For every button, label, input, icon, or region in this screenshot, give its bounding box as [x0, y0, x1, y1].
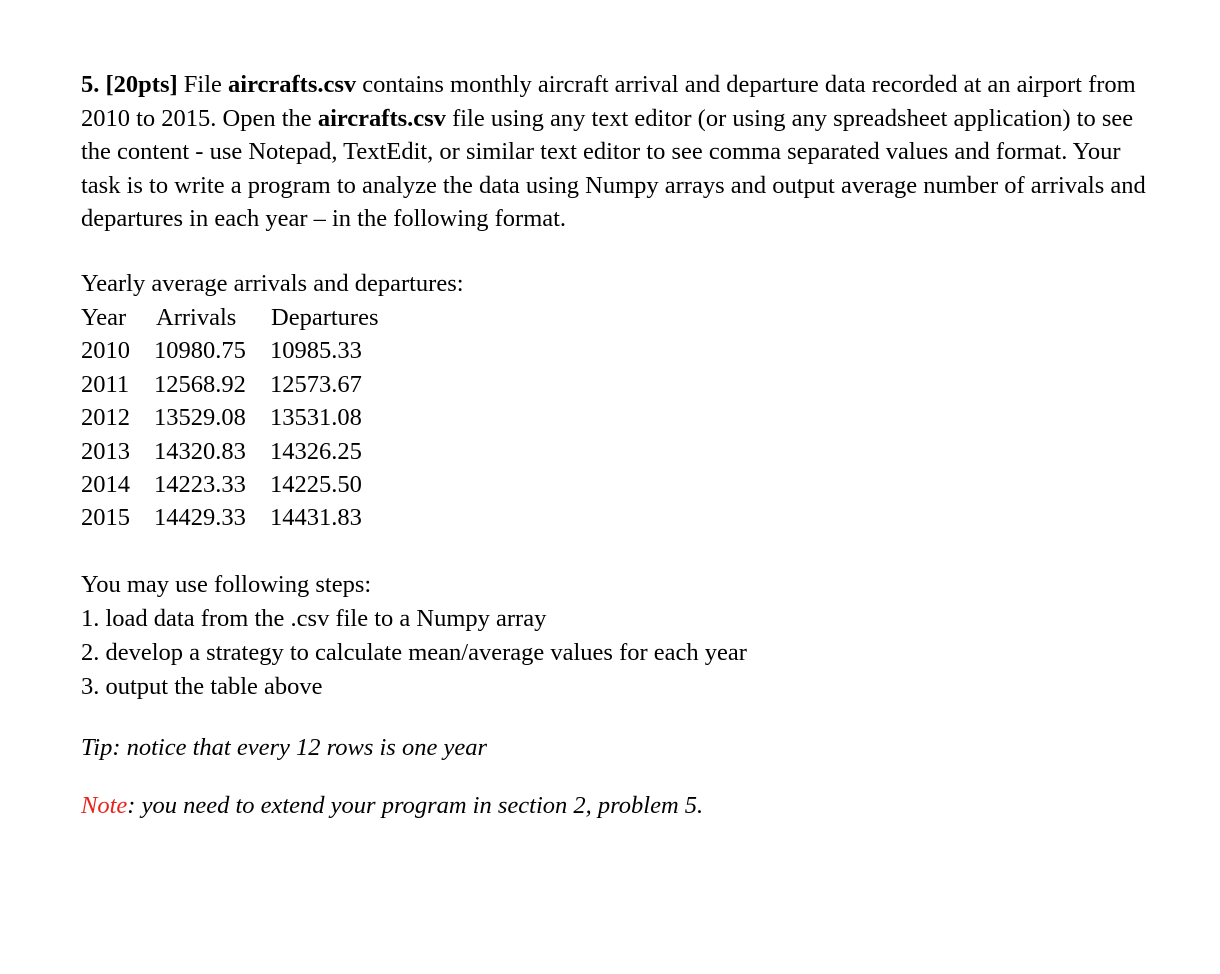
- problem-statement: [81, 68, 1151, 236]
- steps-section: [81, 568, 747, 704]
- column-header-arrivals: Arrivals: [156, 304, 237, 331]
- cell-departures: 14326.25: [270, 437, 362, 465]
- cell-year: 2010: [81, 337, 130, 365]
- cell-arrivals: 14223.33: [154, 471, 246, 499]
- problem-filename-1: aircrafts.csv: [228, 71, 357, 98]
- cell-year: 2015: [81, 504, 130, 532]
- cell-arrivals: 12568.92: [154, 370, 246, 398]
- problem-points: [20pts]: [105, 71, 178, 98]
- problem-page: [81, 68, 1151, 819]
- step-item: 3. output the table above: [81, 673, 323, 700]
- table-row: [78, 334, 391, 367]
- table-header-row: [78, 301, 391, 334]
- cell-departures: 13531.08: [270, 404, 362, 432]
- steps-intro: You may use following steps:: [81, 571, 372, 598]
- problem-filename-2: aircrafts.csv: [317, 104, 446, 132]
- problem-text-a: File: [183, 71, 222, 98]
- note-body: : you need to extend your program in section 2, problem 5.: [127, 792, 704, 819]
- problem-text-b: contains monthly aircraft arrival and departure data recorded at an airport from 2010 to 2015. Open the: [81, 71, 1136, 132]
- step-item: 1. load data from the .csv file to a Numpy array: [81, 605, 547, 632]
- table-row: [78, 468, 391, 501]
- cell-arrivals: 10980.75: [154, 337, 246, 365]
- table-row: [78, 435, 391, 468]
- tip-text: Tip: notice that every 12 rows is one year: [81, 734, 487, 761]
- table-heading: Yearly average arrivals and departures:: [81, 270, 464, 297]
- yearly-average-table: [78, 301, 391, 535]
- cell-year: 2011: [81, 370, 130, 398]
- cell-arrivals: 14429.33: [154, 504, 246, 532]
- cell-departures: 14225.50: [270, 471, 362, 499]
- note-label: Note: [81, 792, 128, 819]
- cell-year: 2012: [81, 404, 130, 432]
- cell-departures: 10985.33: [270, 337, 362, 365]
- table-row: [78, 368, 391, 401]
- cell-year: 2013: [81, 437, 130, 465]
- cell-arrivals: 14320.83: [154, 437, 246, 465]
- problem-number: 5.: [81, 71, 100, 98]
- column-header-year: Year: [81, 304, 127, 331]
- column-header-departures: Departures: [271, 304, 379, 331]
- cell-departures: 14431.83: [270, 504, 362, 532]
- cell-departures: 12573.67: [270, 370, 362, 398]
- cell-arrivals: 13529.08: [154, 404, 246, 432]
- step-item: 2. develop a strategy to calculate mean/average values for each year: [81, 639, 747, 666]
- cell-year: 2014: [81, 471, 130, 499]
- problem-text-c: file using any text editor (or using any spreadsheet application) to see the content - use Notepad, TextEdit, or similar text editor to see comma separated values and format. Your task is to write a program to analyze the data using Numpy arrays and output average number of arrivals and departures in each year – in the following format.: [81, 104, 1146, 232]
- table-row: [78, 501, 391, 534]
- note-text: [81, 789, 703, 823]
- table-row: [78, 401, 391, 434]
